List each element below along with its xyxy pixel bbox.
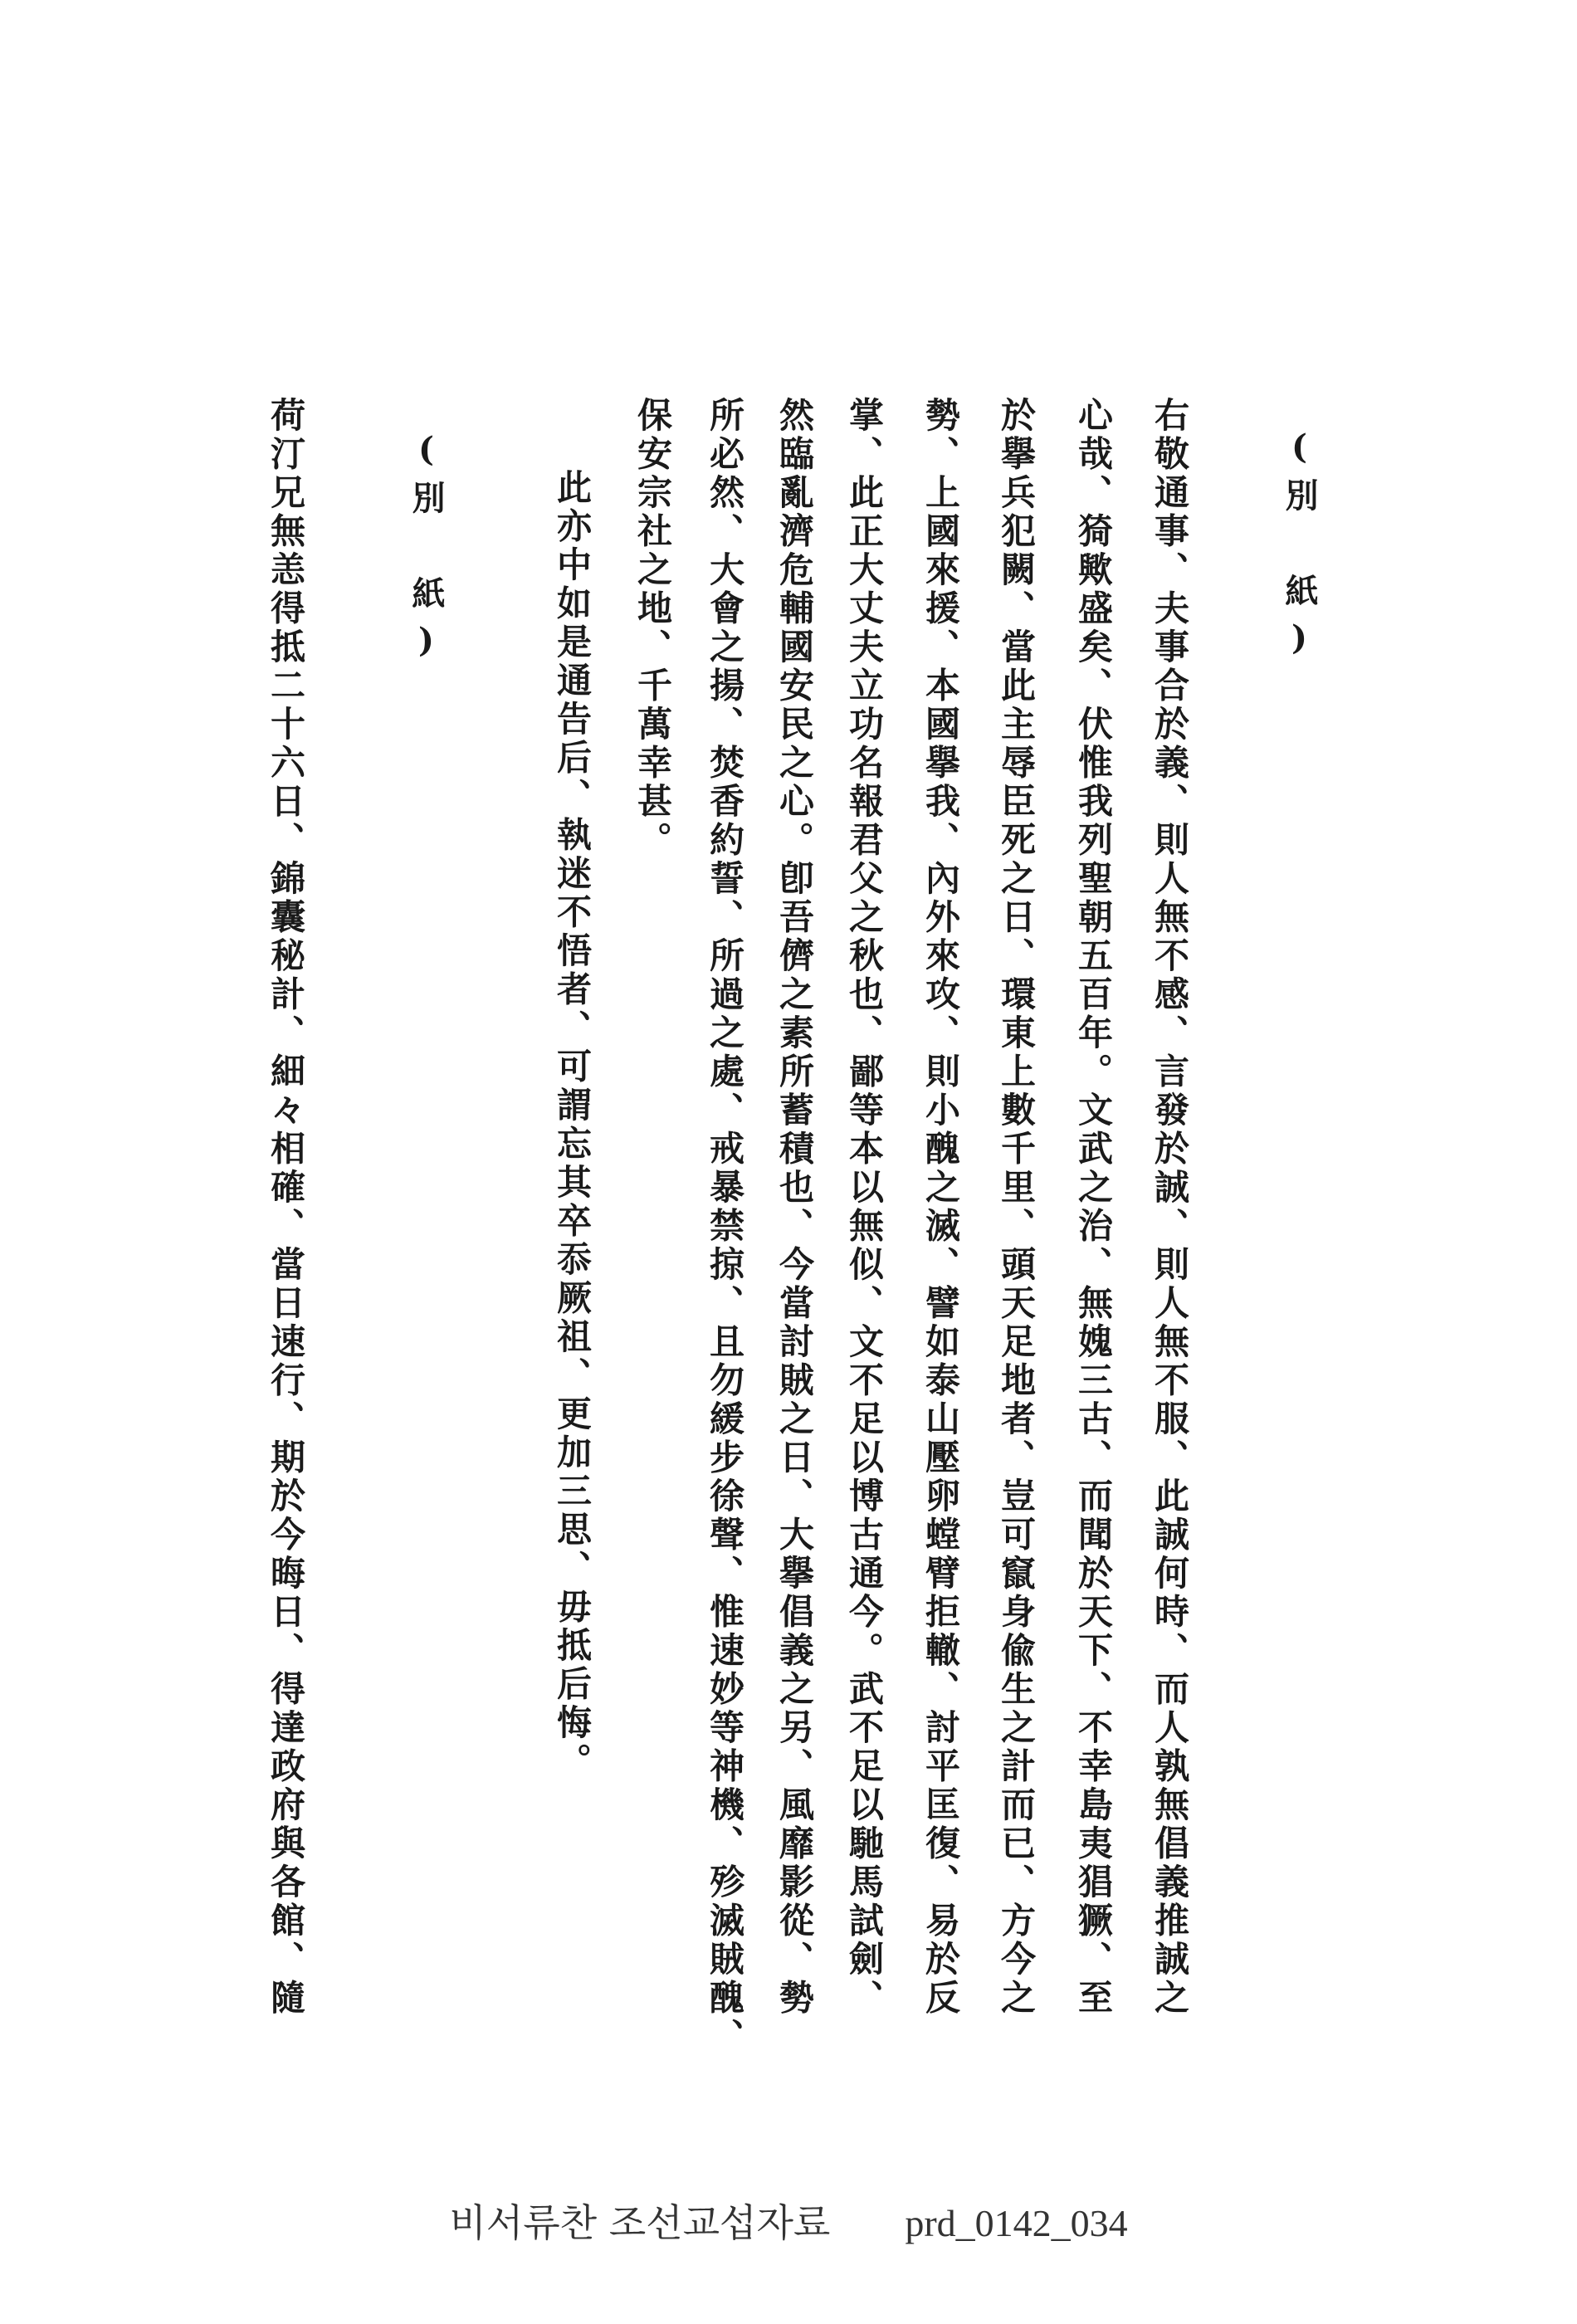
text-column-9: 此亦中如是通告后、執迷不悟者、可謂忘其卒忝厥祖、更加三思、毋抵后悔。 — [552, 469, 593, 1781]
text-column-8: 保安宗社之地、千萬幸甚。 — [632, 397, 673, 860]
text-column-5: 掌、此正大丈夫立功名報君父之秋也、鄙等本以無似、文不足以博古通今。武不足以馳馬試劍、 — [844, 397, 885, 2018]
footer-document-id: prd_0142_034 — [905, 2202, 1128, 2244]
footer-collection-title: 비서류찬 조선교섭자료 — [449, 2200, 831, 2245]
text-column-1: 右敬通事、夫事合於義、則人無不感、言發於誠、則人無不服、此誠何時、而人孰無倡義推誠之 — [1150, 397, 1190, 2018]
text-column-10: 荷汀兄無恙得抵二十六日、錦囊秘計、細々相確、當日速行、期於今晦日、得達政府與各館、隨 — [266, 397, 306, 2018]
section-heading-2: (別 紙) — [407, 430, 446, 671]
text-column-6: 然臨亂濟危輔國安民之心。卽吾儕之素所蓄積也、今當討賊之日、大擧倡義之另、風靡影從、勢 — [774, 397, 815, 2018]
text-column-7: 所必然、大會之揚、焚香約誓、所過之處、戒暴禁掠、且勿緩步徐聲、惟速妙等神機、殄滅賊醜、 — [705, 397, 745, 2057]
text-column-2: 心哉、猗歟盛矣、伏惟我列聖朝五百年。文武之治、無媿三古、而聞於天下、不幸島夷猖獗、至 — [1073, 397, 1114, 2018]
page-footer — [0, 2193, 1577, 2248]
section-heading-1: (別 紙) — [1280, 427, 1319, 669]
text-column-4: 勢、上國來援、本國擧我、內外來攻、則小醜之滅、譬如泰山壓卵螳臂拒轍、討平匡復、易於反 — [920, 397, 961, 2018]
text-column-3: 於擧兵犯闕、當此主辱臣死之日、環東上數千里、頭天足地者、豈可竄身偸生之計而已、方今之 — [996, 397, 1037, 2018]
